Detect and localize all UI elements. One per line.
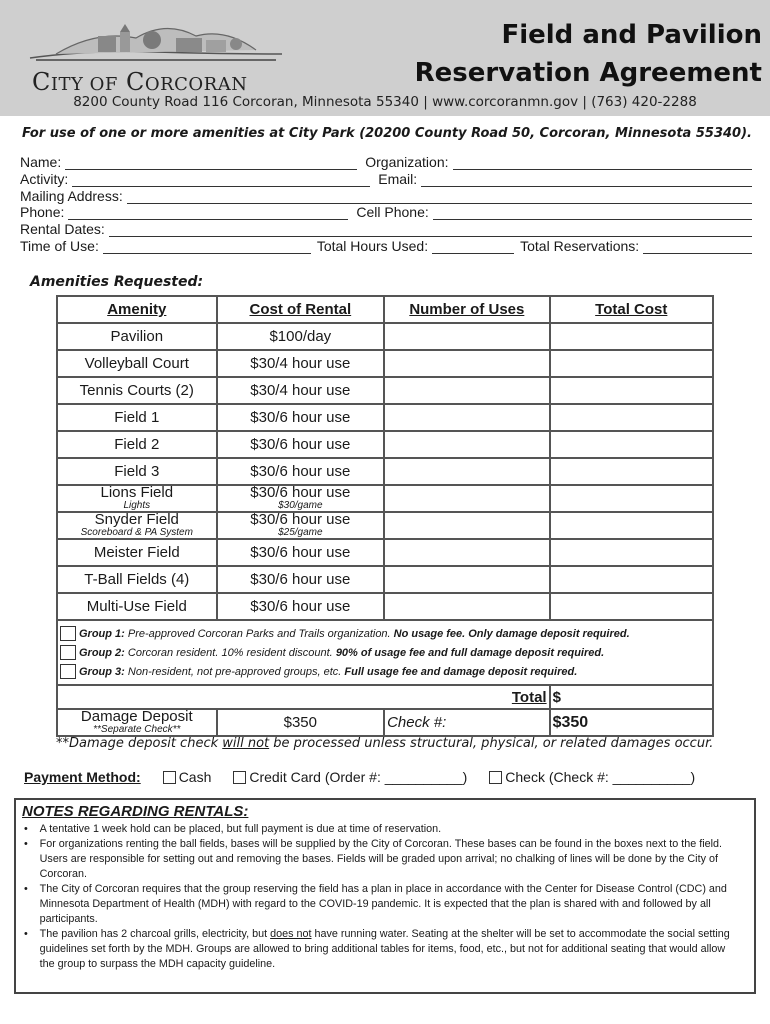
group-3-option xyxy=(60,662,710,681)
check-option[interactable] xyxy=(489,769,695,785)
uses-cell[interactable] xyxy=(384,458,550,485)
total-cell[interactable] xyxy=(550,323,713,350)
amenity-name: Field 2 xyxy=(57,431,217,458)
total-cell[interactable] xyxy=(550,458,713,485)
city-logo xyxy=(26,10,286,96)
credit-card-checkbox[interactable] xyxy=(233,771,246,784)
table-header-row xyxy=(57,296,713,323)
table-row xyxy=(57,431,713,458)
amenity-cost: $30/6 hour use xyxy=(217,431,385,458)
amenity-cost: $30/4 hour use xyxy=(217,377,385,404)
time-row xyxy=(20,237,752,254)
table-row xyxy=(57,377,713,404)
total-reservations-label: Total Reservations: xyxy=(520,238,640,254)
activity-email-row xyxy=(20,170,752,187)
group-2-checkbox[interactable] xyxy=(60,645,76,660)
organization-label: Organization: xyxy=(365,154,449,170)
table-row xyxy=(57,350,713,377)
amenity-name: Lions Field xyxy=(100,484,174,501)
table-row xyxy=(57,593,713,620)
group-3-fee: Full usage fee and damage deposit required. xyxy=(344,665,578,678)
deposit-total: $350 xyxy=(550,709,713,736)
mailing-row xyxy=(20,187,752,204)
list-item: • A tentative 1 week hold can be placed, but full payment is due at time of reservation. xyxy=(22,822,733,837)
contact-address: 8200 County Road 116 Corcoran, Minnesota 55340 | www.corcoranmn.gov | (763) 420-2288 xyxy=(73,94,697,110)
header-total-cost: Total Cost xyxy=(550,296,713,323)
deposit-note-emphasis: will not xyxy=(222,736,270,751)
cell-phone-field[interactable] xyxy=(433,207,752,220)
title-line-1: Field and Pavilion xyxy=(501,20,762,50)
cost-subnote: $30/game xyxy=(278,500,323,511)
group-1-option xyxy=(60,624,710,643)
header-uses: Number of Uses xyxy=(384,296,550,323)
cash-checkbox[interactable] xyxy=(163,771,176,784)
uses-cell[interactable] xyxy=(384,350,550,377)
uses-cell[interactable] xyxy=(384,485,550,512)
total-cell[interactable] xyxy=(550,566,713,593)
uses-cell[interactable] xyxy=(384,539,550,566)
deposit-note-before: **Damage deposit check xyxy=(56,736,223,751)
total-cell[interactable] xyxy=(550,350,713,377)
title-line-2: Reservation Agreement xyxy=(414,58,762,88)
group-2-option xyxy=(60,643,710,662)
amenity-subnote: Lights xyxy=(123,500,151,511)
notes-list xyxy=(22,822,748,972)
list-item: • For organizations renting the ball fields, bases will be supplied by the City of Corcoran. These bases can be found in the boxes next to the field. Users are responsible for setting out and removing the bases. Fields will be graded upon arrival; no chalking of lines will be done by the City of Corcoran. xyxy=(22,837,733,882)
header-cost: Cost of Rental xyxy=(217,296,385,323)
amenity-subnote: Scoreboard & PA System xyxy=(80,527,193,538)
table-row xyxy=(57,323,713,350)
uses-cell[interactable] xyxy=(384,566,550,593)
table-row xyxy=(57,485,713,512)
deposit-subnote: **Separate Check** xyxy=(93,724,181,735)
amenity-cost: $30/6 hour use xyxy=(217,593,385,620)
group-3-desc: Non-resident, not pre-approved groups, etc. xyxy=(127,665,342,678)
payment-method-label: Payment Method: xyxy=(24,769,141,785)
group-1-fee: No usage fee. Only damage deposit required. xyxy=(393,627,630,640)
time-of-use-label: Time of Use: xyxy=(20,238,99,254)
total-cell[interactable] xyxy=(550,377,713,404)
intro-text: For use of one or more amenities at City Park (20200 County Road 50, Corcoran, Minnesota 55340). xyxy=(22,126,752,141)
deposit-row xyxy=(57,709,713,736)
rental-dates-field[interactable] xyxy=(109,224,752,237)
time-of-use-field[interactable] xyxy=(103,241,311,254)
header-amenity: Amenity xyxy=(57,296,217,323)
rental-dates-label: Rental Dates: xyxy=(20,221,105,237)
table-row xyxy=(57,458,713,485)
cell-phone-label: Cell Phone: xyxy=(356,204,429,220)
group-1-label: Group 1: xyxy=(79,627,125,640)
total-cell[interactable] xyxy=(550,593,713,620)
table-row xyxy=(57,512,713,539)
table-row xyxy=(57,539,713,566)
uses-cell[interactable] xyxy=(384,323,550,350)
name-field[interactable] xyxy=(65,157,357,170)
amenity-cost: $30/6 hour use xyxy=(217,566,385,593)
group-2-desc: Corcoran resident. 10% resident discount. xyxy=(127,646,333,659)
amenity-name: Tennis Courts (2) xyxy=(57,377,217,404)
total-amount-field[interactable]: $ xyxy=(550,685,713,709)
header-banner xyxy=(0,0,770,116)
rental-notes-box xyxy=(14,798,756,994)
table-row xyxy=(57,566,713,593)
uses-cell[interactable] xyxy=(384,512,550,539)
phone-label: Phone: xyxy=(20,204,65,220)
group-3-label: Group 3: xyxy=(79,665,125,678)
amenity-name: Field 1 xyxy=(57,404,217,431)
group-1-desc: Pre-approved Corcoran Parks and Trails organization. xyxy=(127,627,391,640)
pavilion-note-emphasis: does not xyxy=(270,928,312,940)
group-2-label: Group 2: xyxy=(79,646,125,659)
amenity-name: T-Ball Fields (4) xyxy=(57,566,217,593)
skyline-illustration xyxy=(26,10,286,70)
organization-field[interactable] xyxy=(453,157,752,170)
deposit-amount: $350 xyxy=(217,709,385,736)
check-label: Check (Check #: __________) xyxy=(505,769,696,785)
cash-option[interactable] xyxy=(163,769,212,785)
amenity-cell xyxy=(57,512,217,539)
uses-cell[interactable] xyxy=(384,431,550,458)
amenity-name: Field 3 xyxy=(57,458,217,485)
amenity-name: Snyder Field xyxy=(94,511,179,528)
deposit-note-after: be processed unless structural, physical, or related damages occur. xyxy=(269,736,714,751)
email-label: Email: xyxy=(378,171,418,187)
amenity-name: Meister Field xyxy=(57,539,217,566)
activity-label: Activity: xyxy=(20,171,69,187)
cost-subnote: $25/game xyxy=(278,527,323,538)
total-cell[interactable] xyxy=(550,512,713,539)
amenity-cost: $30/6 hour use xyxy=(250,484,351,501)
total-cell[interactable] xyxy=(550,485,713,512)
group-3-checkbox[interactable] xyxy=(60,664,76,679)
amenity-cost: $30/6 hour use xyxy=(217,404,385,431)
amenity-cost: $100/day xyxy=(217,323,385,350)
email-field[interactable] xyxy=(421,174,752,187)
amenities-table xyxy=(56,295,714,737)
uses-cell[interactable] xyxy=(384,377,550,404)
amenity-cell xyxy=(57,485,217,512)
name-org-row xyxy=(20,153,752,170)
check-checkbox[interactable] xyxy=(489,771,502,784)
group-options-row xyxy=(57,620,713,685)
list-item: • The City of Corcoran requires that the group reserving the field has a plan in place in accordance with the Center for Disease Control (CDC) and Minnesota Department of Health (MDH) with regard to the COVID-19 pandemic. It is expected that the plan is shared with and followed by all participants. xyxy=(22,882,733,927)
deposit-label: Damage Deposit xyxy=(80,708,193,725)
document-title xyxy=(415,16,762,92)
name-label: Name: xyxy=(20,154,62,170)
deposit-note xyxy=(56,736,713,751)
amenity-cost: $30/6 hour use xyxy=(217,539,385,566)
rental-dates-row xyxy=(20,220,752,237)
total-hours-label: Total Hours Used: xyxy=(316,238,429,254)
total-label: Total xyxy=(57,685,550,709)
activity-field[interactable] xyxy=(72,174,370,187)
group-1-checkbox[interactable] xyxy=(60,626,76,641)
amenity-name: Volleyball Court xyxy=(57,350,217,377)
phone-row xyxy=(20,203,752,220)
uses-cell[interactable] xyxy=(384,404,550,431)
group-options xyxy=(57,620,713,685)
cost-cell xyxy=(217,512,385,539)
pavilion-note-after: have running water. Seating at the shelter will be set to accommodate the social setting guidelines set forth by the MDH. Groups are allowed to bring additional tables for items, food, etc., but not for additional seating that would allow the group to surpass the MDH capacity guideline. xyxy=(39,928,730,970)
total-hours-field[interactable] xyxy=(432,241,514,254)
total-cell[interactable] xyxy=(550,539,713,566)
total-cell[interactable] xyxy=(550,431,713,458)
total-reservations-field[interactable] xyxy=(643,241,752,254)
phone-field[interactable] xyxy=(68,207,348,220)
uses-cell[interactable] xyxy=(384,593,550,620)
list-item xyxy=(22,927,733,972)
credit-card-option[interactable] xyxy=(233,769,467,785)
pavilion-note-before: The pavilion has 2 charcoal grills, electricity, but xyxy=(39,928,271,940)
table-row xyxy=(57,404,713,431)
amenity-cost: $30/6 hour use xyxy=(217,458,385,485)
total-cell[interactable] xyxy=(550,404,713,431)
group-2-fee: 90% of usage fee and full damage deposit required. xyxy=(335,646,605,659)
amenity-cost: $30/6 hour use xyxy=(250,511,351,528)
mailing-address-label: Mailing Address: xyxy=(20,188,123,204)
total-row xyxy=(57,685,713,709)
amenities-heading: Amenities Requested: xyxy=(30,274,204,290)
check-number-field[interactable]: Check #: xyxy=(384,709,550,736)
payment-method-row xyxy=(24,769,695,785)
notes-title: NOTES REGARDING RENTALS: xyxy=(22,803,249,820)
amenity-cost: $30/4 hour use xyxy=(217,350,385,377)
logo-wordmark: CITY OF CORCORAN xyxy=(32,68,248,96)
cost-cell xyxy=(217,485,385,512)
deposit-cell xyxy=(57,709,217,736)
amenity-name: Pavilion xyxy=(57,323,217,350)
credit-card-label: Credit Card (Order #: __________) xyxy=(249,769,468,785)
amenity-name: Multi-Use Field xyxy=(57,593,217,620)
cash-label: Cash xyxy=(178,769,212,785)
